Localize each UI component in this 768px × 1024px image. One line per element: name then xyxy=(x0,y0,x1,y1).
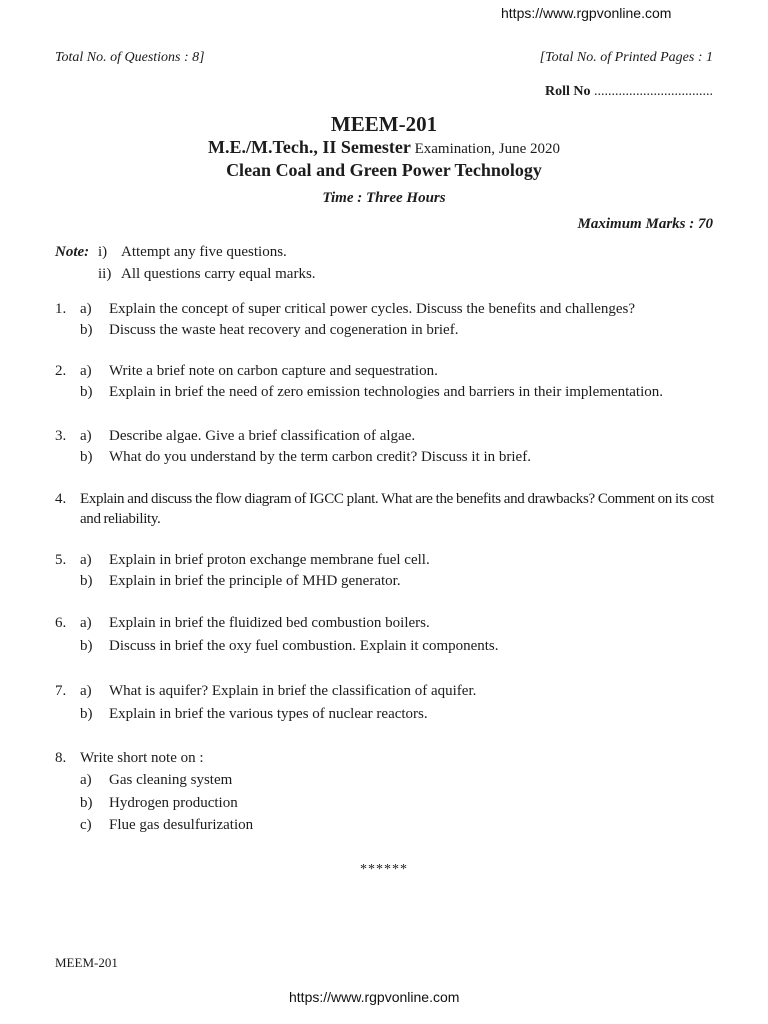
question-text: Discuss in brief the oxy fuel combustion. Explain it components. xyxy=(109,638,499,654)
note-label: Note: xyxy=(55,244,90,260)
part-marker: b) xyxy=(80,322,93,338)
source-url-bottom[interactable]: https://www.rgpvonline.com xyxy=(289,989,460,1005)
question-number: 4. xyxy=(55,491,67,507)
maximum-marks: Maximum Marks : 70 xyxy=(577,216,713,232)
question-text: Write a brief note on carbon capture and sequestration. xyxy=(109,363,438,379)
source-url-top[interactable]: https://www.rgpvonline.com xyxy=(501,5,672,21)
part-marker: a) xyxy=(80,552,92,568)
question-number: 8. xyxy=(55,750,67,766)
exam-time: Time : Three Hours xyxy=(322,190,446,206)
question-number: 3. xyxy=(55,428,67,444)
part-marker: b) xyxy=(80,449,93,465)
question-text: What do you understand by the term carbon credit? Discuss it in brief. xyxy=(109,449,531,465)
note-marker: ii) xyxy=(98,266,112,282)
part-marker: a) xyxy=(80,683,92,699)
part-marker: c) xyxy=(80,817,92,833)
question-text: Explain the concept of super critical power cycles. Discuss the benefits and challenges? xyxy=(109,301,636,317)
question-text: Explain in brief the fluidized bed combustion boilers. xyxy=(109,615,430,631)
question-text: What is aquifer? Explain in brief the classification of aquifer. xyxy=(109,683,477,699)
question-text: Write short note on : xyxy=(80,750,204,766)
question-number: 6. xyxy=(55,615,67,631)
roll-number-dots: .................................. xyxy=(590,84,713,99)
question-text: Explain in brief the principle of MHD generator. xyxy=(109,573,401,589)
question-text: Discuss the waste heat recovery and cogeneration in brief. xyxy=(109,322,459,338)
part-marker: a) xyxy=(80,428,92,444)
degree: M.E./M.Tech., II Semester xyxy=(208,137,411,157)
part-marker: b) xyxy=(80,384,93,400)
question-text: Explain in brief the need of zero emission technologies and barriers in their implementation. xyxy=(109,384,663,400)
exam-session: Examination, June 2020 xyxy=(410,141,560,157)
end-marker: ****** xyxy=(360,862,408,877)
note-marker: i) xyxy=(98,244,108,260)
part-marker: a) xyxy=(80,363,92,379)
question-text: Explain and discuss the flow diagram of IGCC plant. What are the benefits and drawbacks? Comment on its cost and reliability. xyxy=(80,491,714,527)
part-marker: b) xyxy=(80,795,93,811)
note-text: Attempt any five questions. xyxy=(121,244,287,260)
part-marker: a) xyxy=(80,615,92,631)
roll-number-label: Roll No xyxy=(545,84,591,99)
question-4 xyxy=(0,489,768,531)
part-marker: a) xyxy=(80,772,92,788)
degree-line xyxy=(0,137,768,158)
note-text: All questions carry equal marks. xyxy=(121,266,316,282)
part-marker: a) xyxy=(80,301,92,317)
question-text: Hydrogen production xyxy=(109,795,238,811)
question-text: Describe algae. Give a brief classification of algae. xyxy=(109,428,416,444)
total-questions: Total No. of Questions : 8] xyxy=(55,50,205,65)
paper-code: MEEM-201 xyxy=(330,112,438,136)
total-pages: [Total No. of Printed Pages : 1 xyxy=(539,50,713,65)
question-text: Flue gas desulfurization xyxy=(109,817,254,833)
question-number: 1. xyxy=(55,301,67,317)
question-number: 5. xyxy=(55,552,67,568)
footer-paper-code: MEEM-201 xyxy=(55,955,118,970)
question-number: 7. xyxy=(55,683,67,699)
subject-title: Clean Coal and Green Power Technology xyxy=(226,160,542,180)
question-text: Gas cleaning system xyxy=(109,772,233,788)
roll-number-field xyxy=(545,84,713,100)
question-number: 2. xyxy=(55,363,67,379)
question-text: Explain in brief proton exchange membrane fuel cell. xyxy=(109,552,430,568)
question-text: Explain in brief the various types of nuclear reactors. xyxy=(109,706,428,722)
part-marker: b) xyxy=(80,573,93,589)
part-marker: b) xyxy=(80,638,93,654)
part-marker: b) xyxy=(80,706,93,722)
